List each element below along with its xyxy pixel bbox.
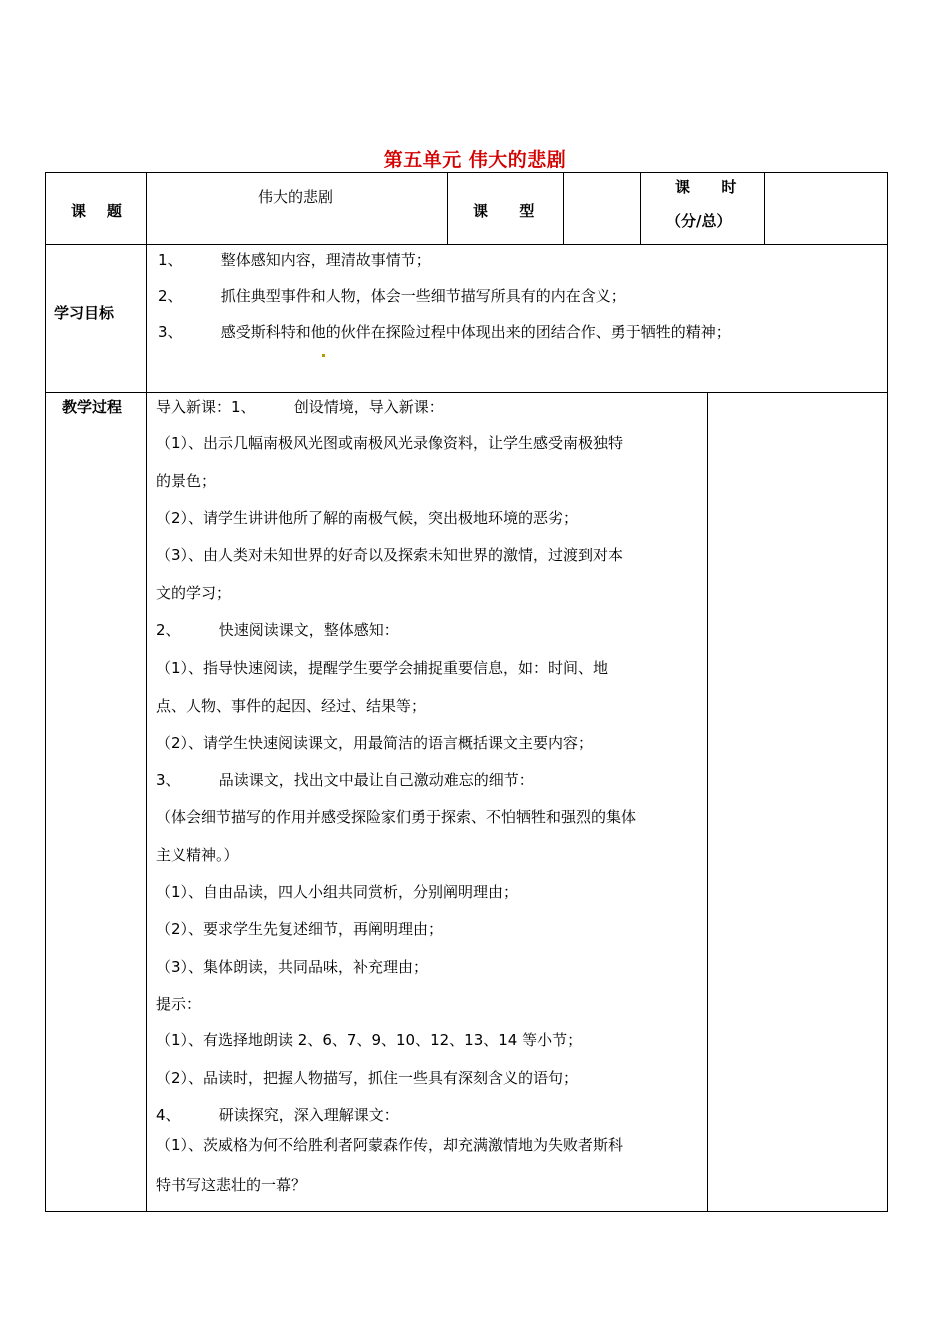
table-row-divider: [45, 244, 888, 245]
table-col-divider: [563, 172, 564, 244]
table-col-divider: [447, 172, 448, 244]
process-line: 提示：: [156, 995, 202, 1013]
process-line: （1）、自由品读，四人小组共同赏析，分别阐明理由；: [156, 883, 519, 901]
process-line: （1）、指导快速阅读，提醒学生要学会捕捉重要信息，如：时间、地: [156, 659, 609, 677]
hours-label: 课 时: [675, 178, 737, 196]
process-line: （3）、集体朗读，共同品味，补充理由；: [156, 958, 429, 976]
process-line: 点、人物、事件的起因、经过、结果等；: [156, 697, 427, 715]
table-col-divider: [146, 172, 147, 1212]
table-row-divider: [45, 392, 888, 393]
process-line: 3、 品读课文，找出文中最让自己激动难忘的细节：: [156, 771, 534, 789]
topic-label: 课 题: [71, 202, 122, 220]
process-line: （1）、有选择地朗读 2、6、7、9、10、12、13、14 等小节；: [156, 1031, 583, 1049]
stray-mark: [322, 354, 325, 357]
objective-item: 2、 抓住典型事件和人物，体会一些细节描写所具有的内在含义；: [158, 287, 626, 305]
process-line: 特书写这悲壮的一幕？: [156, 1176, 307, 1194]
process-line: 导入新课：1、 创设情境，导入新课：: [156, 398, 444, 416]
process-line: （2）、要求学生先复述细节，再阐明理由；: [156, 920, 444, 938]
process-line: （2）、请学生快速阅读课文，用最简洁的语言概括课文主要内容；: [156, 734, 594, 752]
objective-item: 3、 感受斯科特和他的伙伴在探险过程中体现出来的团结合作、勇于牺牲的精神；: [158, 323, 731, 341]
process-line: （体会细节描写的作用并感受探险家们勇于探索、不怕牺牲和强烈的集体: [156, 808, 637, 826]
table-border-top: [45, 172, 888, 173]
process-line: （1）、茨威格为何不给胜利者阿蒙森作传，却充满激情地为失败者斯科: [156, 1136, 624, 1154]
table-col-divider: [707, 392, 708, 1211]
process-line: （1）、出示几幅南极风光图或南极风光录像资料，让学生感受南极独特: [156, 434, 624, 452]
process-line: 的景色；: [156, 472, 217, 490]
table-border-bottom: [45, 1211, 888, 1212]
process-line: 文的学习；: [156, 584, 232, 602]
process-label: 教学过程: [62, 398, 123, 416]
objective-item: 1、 整体感知内容，理清故事情节；: [158, 251, 431, 269]
type-label: 课 型: [473, 202, 535, 220]
process-line: 4、 研读探究，深入理解课文：: [156, 1106, 399, 1124]
table-border-right: [887, 172, 888, 1212]
table-col-divider: [764, 172, 765, 244]
process-line: 2、 快速阅读课文，整体感知：: [156, 621, 399, 639]
process-line: 主义精神。）: [156, 846, 239, 864]
process-line: （2）、品读时，把握人物描写，抓住一些具有深刻含义的语句；: [156, 1069, 579, 1087]
hours-unit-label: （分/总）: [666, 212, 732, 230]
table-col-divider: [640, 172, 641, 244]
process-line: （3）、由人类对未知世界的好奇以及探索未知世界的激情，过渡到对本: [156, 546, 624, 564]
objectives-label: 学习目标: [54, 304, 115, 322]
document-title: 第五单元 伟大的悲剧: [383, 149, 567, 171]
process-line: （2）、请学生讲讲他所了解的南极气候，突出极地环境的恶劣；: [156, 509, 579, 527]
table-border-left: [45, 172, 46, 1212]
topic-value: 伟大的悲剧: [258, 188, 334, 206]
